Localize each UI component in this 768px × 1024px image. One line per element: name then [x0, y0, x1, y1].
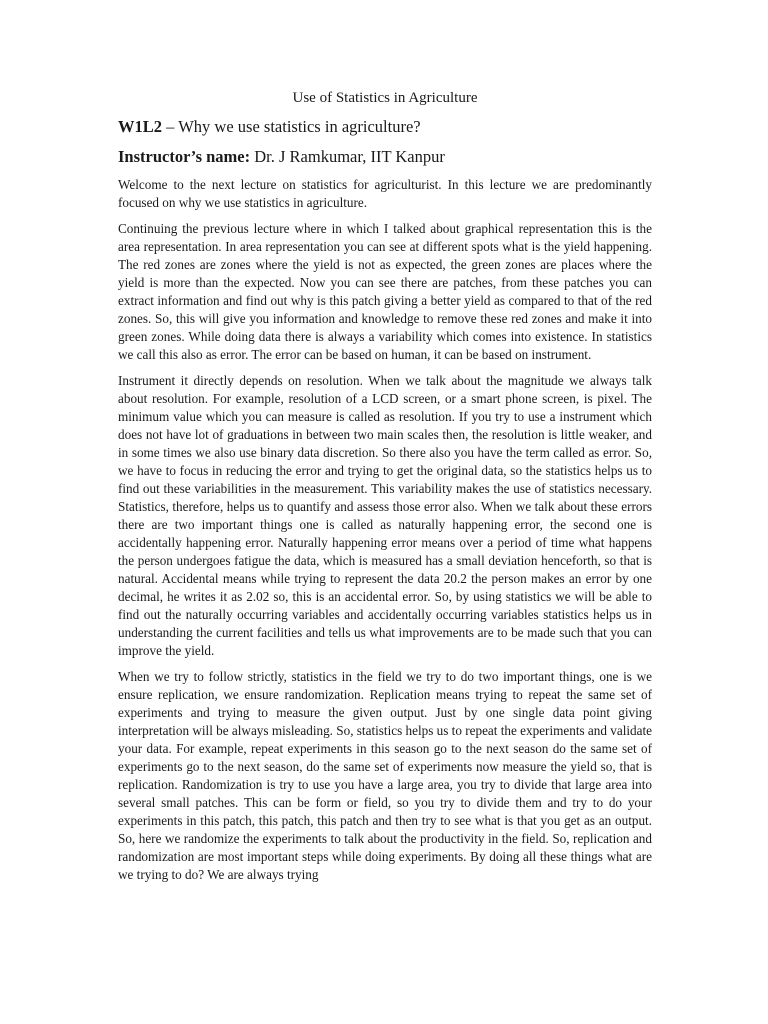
document-title: Use of Statistics in Agriculture: [292, 90, 478, 106]
lecture-heading: [118, 116, 652, 138]
instructor-name: Dr. J Ramkumar, IIT Kanpur: [250, 147, 445, 166]
lecture-code: W1L2: [118, 117, 163, 136]
paragraph-intro: Welcome to the next lecture on statistics for agriculturist. In this lecture we are predominantly focused on why we use statistics in agriculture.: [118, 177, 652, 210]
instructor-label: Instructor’s name:: [118, 147, 251, 166]
lecture-separator: –: [162, 117, 179, 136]
instructor-line: [118, 146, 652, 168]
paragraph-resolution-error: Instrument it directly depends on resolution. When we talk about the magnitude we always talk about resolution. For example, resolution of a LCD screen, or a smart phone screen, is pixel. The minimum value which you can measure is called as resolution. If you try to use a instrument which does not have lot of graduations in between two main scales then, the resolution is little weaker, and in some times we also use binary data discretion. So there also you have the term called as error. So, we have to focus in reducing the error and trying to get the original data, so the statistics helps us to find out these variabilities in the measurement. This variability makes the use of statistics necessary. Statistics, therefore, helps us to quantify and assess those error also. When we talk about these errors there are two important things one is called as naturally happening error, the second one is accidentally happening error. Naturally happening error means over a period of time what happens the person undergoes fatigue the data, which is measured has a small deviation henceforth, so that is natural. Accidental means while trying to represent the data 20.2 the person makes an error by one decimal, he writes it as 2.02 so, this is an accidental error. So, by using statistics we will be able to find out the naturally occurring variables and accidentally occurring variables statistics helps us in understanding the current facilities and tells us what improvements are to be made such that you can improve the yield.: [118, 373, 652, 658]
paragraph-replication-randomization: When we try to follow strictly, statistics in the field we try to do two important things, one is we ensure replication, we ensure randomization. Replication means trying to repeat the same set of experiments and trying to measure the given output. Just by one single data point giving interpretation will be always misleading. So, statistics helps us to repeat the experiments and validate your data. For example, repeat experiments in this season go to the next season do the same set of experiments go to the next season, do the same set of experiments now measure the yield so, that is replication. Randomization is try to use you have a large area, you try to divide that large area into several small patches. This can be form or field, so you try to divide them and try to do your experiments in this patch, this patch, this patch and then try to see what is that you get as an output. So, here we randomize the experiments to talk about the productivity in the field. So, replication and randomization are most important steps while doing experiments. By doing all these things what are we trying to do? We are always trying: [118, 669, 652, 882]
lecture-topic: Why we use statistics in agriculture?: [178, 117, 421, 136]
paragraph-area-representation: Continuing the previous lecture where in which I talked about graphical representation this is the area representation. In area representation you can see at different spots what is the yield happening. The red zones are zones where the yield is not as expected, the green zones are places where the yield is more than the expected. Now you can see there are patches, from these patches you can extract information and find out why is this patch giving a better yield as compared to that of the red zones. So, this will give you information and knowledge to remove these red zones and make it into green zones. While doing data there is always a variability which comes into existence. In statistics we call this also as error. The error can be based on human, it can be based on instrument.: [118, 221, 652, 362]
document-page: [118, 88, 652, 892]
